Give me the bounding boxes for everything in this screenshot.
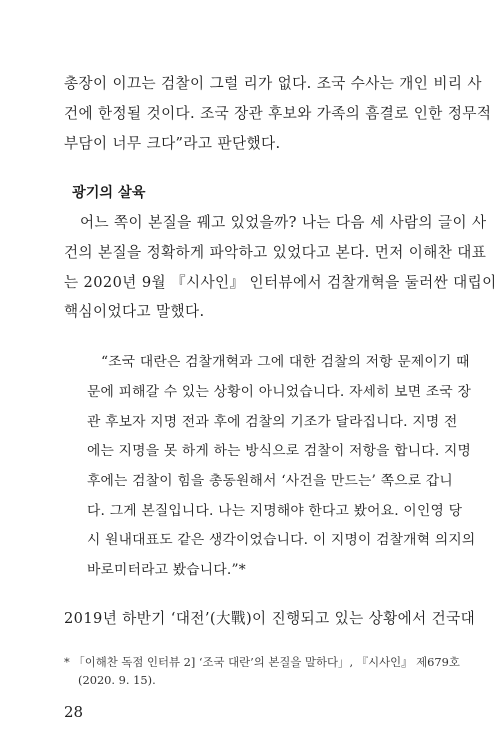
quote-line: 문에 피해갈 수 있는 상황이 아니었습니다. 자세히 보면 조국 장: [87, 384, 472, 400]
quote-line: 바로미터라고 봤습니다.”*: [87, 562, 246, 578]
body-line: 어느 쪽이 본질을 꿰고 있었을까? 나는 다음 세 사람의 글이 사: [80, 214, 487, 231]
body-line: 건의 본질을 정확하게 파악하고 있었다고 본다. 먼저 이해찬 대표: [64, 244, 487, 261]
quote-line: 관 후보자 지명 전과 후에 검찰의 기조가 달라집니다. 지명 전: [87, 414, 458, 430]
body-line: 핵심이었다고 말했다.: [64, 303, 205, 320]
body-line: 2019년 하반기 ‘대전’(大戰)이 진행되고 있는 상황에서 건국대: [64, 610, 476, 627]
body-line: 총장이 이끄는 검찰이 그럴 리가 없다. 조국 수사는 개인 비리 사: [64, 75, 482, 92]
quote-line: 다. 그게 본질입니다. 나는 지명해야 한다고 봤어요. 이인영 당: [87, 503, 463, 519]
quote-line: 후에는 검찰이 힘을 총동원해서 ‘사건을 만드는’ 쪽으로 갑니: [87, 473, 453, 489]
footnote-line: * 「이해찬 독점 인터뷰 2] ‘조국 대란’의 본질을 말하다」, 『시사인』 제679호: [64, 655, 460, 669]
page-number: 28: [64, 703, 84, 721]
section-heading: 광기의 살육: [72, 185, 146, 201]
quote-line: 에는 지명을 못 하게 하는 방식으로 검찰이 저항을 합니다. 지명: [87, 443, 472, 459]
body-line: 부담이 너무 크다”라고 판단했다.: [64, 135, 281, 152]
quote-line: 시 원내대표도 같은 생각이었습니다. 이 지명이 검찰개혁 의지의: [87, 532, 476, 548]
quote-line: “조국 대란은 검찰개혁과 그에 대한 검찰의 저항 문제이기 때: [101, 354, 470, 370]
body-line: 건에 한정될 것이다. 조국 장관 후보와 가족의 흠결로 인한 정무적: [64, 105, 492, 122]
footnote-line: (2020. 9. 15).: [78, 673, 156, 687]
body-line: 는 2020년 9월 『시사인』 인터뷰에서 검찰개혁을 둘러싼 대립이: [64, 274, 497, 291]
